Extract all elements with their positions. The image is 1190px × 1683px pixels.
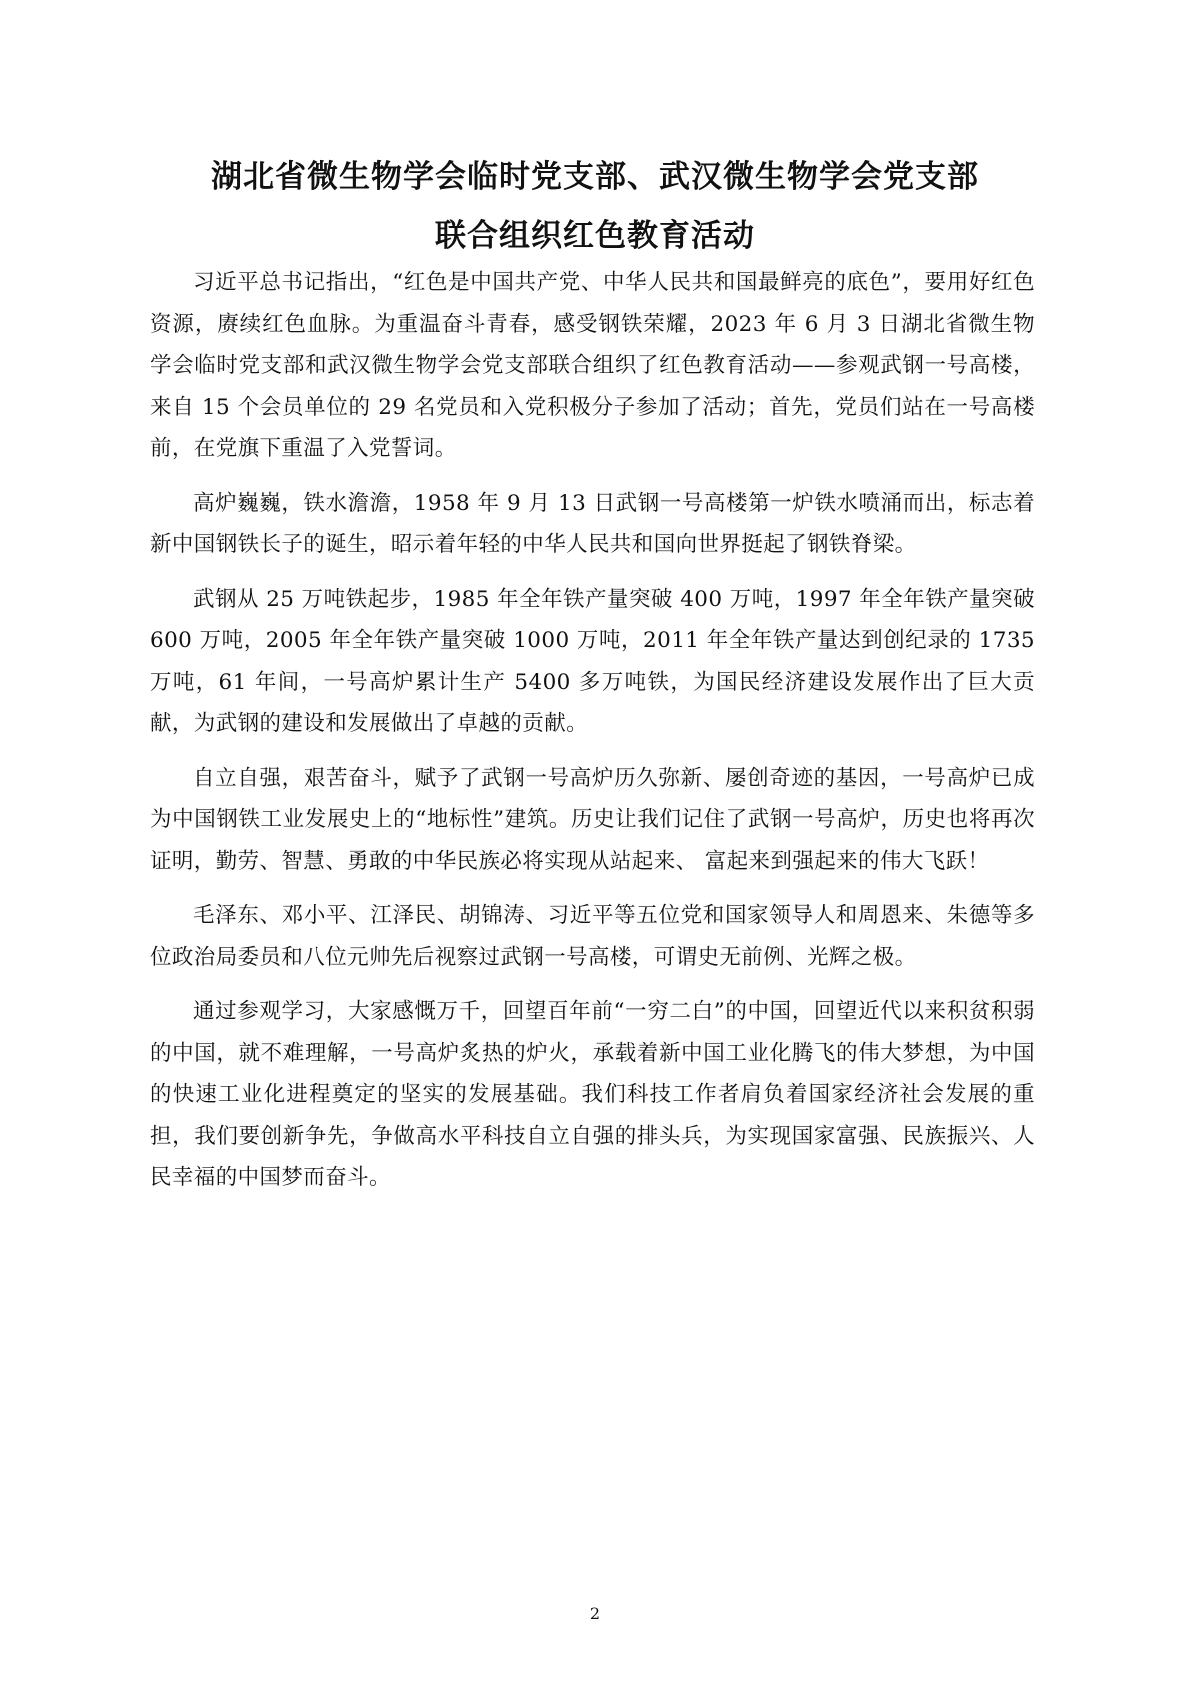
paragraph-self-reliance: 自立自强，艰苦奋斗，赋予了武钢一号高炉历久弥新、屡创奇迹的基因，一号高炉已成为中国钢铁工业发展史上的“地标性”建筑。历史让我们记住了武钢一号高炉，历史也将再次证明，勤劳、智慧、勇敢的中华民族必将实现从站起来、 富起来到强起来的伟大飞跃！ [150,765,1035,874]
paragraph-leaders-visit: 毛泽东、邓小平、江泽民、胡锦涛、习近平等五位党和国家领导人和周恩来、朱德等多位政治局委员和八位元帅先后视察过武钢一号高楼，可谓史无前例、光辉之极。 [150,903,1035,970]
document-title-line-2: 联合组织红色教育活动 [435,218,755,254]
paragraph-conclusion: 通过参观学习，大家感慨万千，回望百年前“一穷二白”的中国，回望近代以来积贫积弱的中国，就不难理解，一号高炉炙热的炉火，承载着新中国工业化腾飞的伟大梦想，为中国的快速工业化进程奠定的坚实的发展基础。我们科技工作者肩负着国家经济社会发展的重担，我们要创新争先，争做高水平科技自立自强的排头兵，为实现国家富强、民族振兴、人民幸福的中国梦而奋斗。 [150,999,1035,1190]
document-body [150,262,1035,1212]
document-title-line-1: 湖北省微生物学会临时党支部、武汉微生物学会党支部 [211,159,979,195]
paragraph-blast-furnace: 高炉巍巍，铁水澹澹，1958 年 9 月 13 日武钢一号高楼第一炉铁水喷涌而出，标志着新中国钢铁长子的诞生，昭示着年轻的中华人民共和国向世界挺起了钢铁脊梁。 [150,490,1035,557]
page-number: 2 [589,1604,601,1623]
paragraph-production: 武钢从 25 万吨铁起步，1985 年全年铁产量突破 400 万吨，1997 年全年铁产量突破 600 万吨，2005 年全年铁产量突破 1000 万吨，2011 年全年铁产量达到创纪录的 1735 万吨，61 年间，一号高炉累计生产 5400 多万吨铁，为国民经济建设发展作出了巨大贡献，为武钢的建设和发展做出了卓越的贡献。 [150,586,1035,736]
paragraph-intro: 习近平总书记指出，“红色是中国共产党、中华人民共和国最鲜亮的底色”，要用好红色资源，赓续红色血脉。为重温奋斗青春，感受钢铁荣耀，2023 年 6 月 3 日湖北省微生物学会临时党支部和武汉微生物学会党支部联合组织了红色教育活动——参观武钢一号高楼，来自 15 个会员单位的 29 名党员和入党积极分子参加了活动；首先，党员们站在一号高楼前，在党旗下重温了入党誓词。 [150,270,1035,461]
